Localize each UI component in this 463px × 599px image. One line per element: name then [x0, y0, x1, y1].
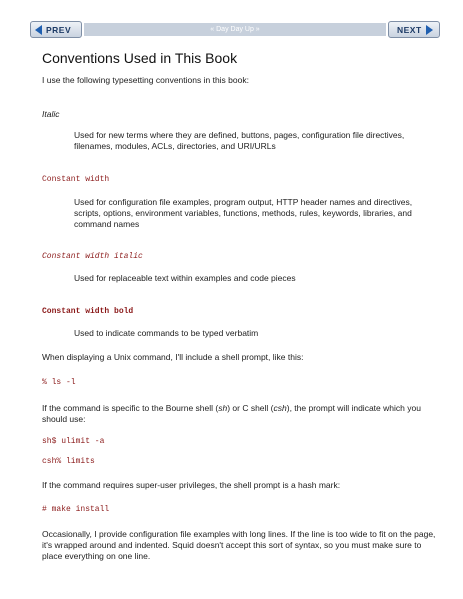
superuser-text: If the command requires super-user privileges, the shell prompt is a hash mark: [42, 480, 341, 490]
term-italic: Italic [42, 109, 60, 119]
shell-example: % ls -l [42, 378, 76, 387]
bourne-text-part: ), the prompt will indicate which you should use: [42, 403, 421, 424]
bourne-text [42, 403, 437, 425]
term-constant-width: Constant width [42, 175, 110, 184]
term-constant-width-bold: Constant width bold [42, 307, 134, 316]
root-example: # make install [42, 505, 110, 514]
page-title: Conventions Used in This Book [42, 50, 238, 66]
arrow-right-icon [426, 25, 433, 35]
arrow-left-icon [35, 25, 42, 35]
prev-button[interactable] [30, 21, 82, 38]
sh-term: sh [218, 403, 228, 413]
intro-text: I use the following typesetting conventions in this book: [42, 75, 249, 85]
desc-italic: Used for new terms where they are defined, buttons, pages, configuration file directives, filenames, modules, ACLs, directories, and URI/URLs [74, 130, 405, 151]
closing-text: Occasionally, I provide configuration file examples with long lines. If the line is too wide to fit on the page, it's wrapped around and indented. Squid doesn't accept this sort of syntax, so you must make sure to place everything on one line. [42, 529, 436, 561]
nav-center-link[interactable]: « Day Day Up » [84, 23, 386, 36]
desc-constant-width-italic: Used for replaceable text within examples and code pieces [74, 273, 296, 283]
next-label: NEXT [397, 24, 422, 35]
next-button[interactable] [388, 21, 440, 38]
term-constant-width-italic: Constant width italic [42, 252, 143, 261]
sh-example: sh$ ulimit -a [42, 437, 105, 446]
desc-constant-width-bold: Used to indicate commands to be typed verbatim [74, 328, 259, 338]
csh-term: csh [273, 403, 287, 413]
bourne-text-part: ) or C shell ( [227, 403, 274, 413]
desc-constant-width: Used for configuration file examples, program output, HTTP header names and directives, scripts, options, environment variables, functions, methods, rules, keywords, libraries, and command names [74, 197, 413, 229]
bourne-text-part: If the command is specific to the Bourne shell ( [42, 403, 219, 413]
csh-example: csh% limits [42, 457, 95, 466]
navigation-bar [30, 21, 440, 38]
shell-intro-text: When displaying a Unix command, I'll include a shell prompt, like this: [42, 352, 304, 362]
prev-label: PREV [46, 24, 72, 35]
